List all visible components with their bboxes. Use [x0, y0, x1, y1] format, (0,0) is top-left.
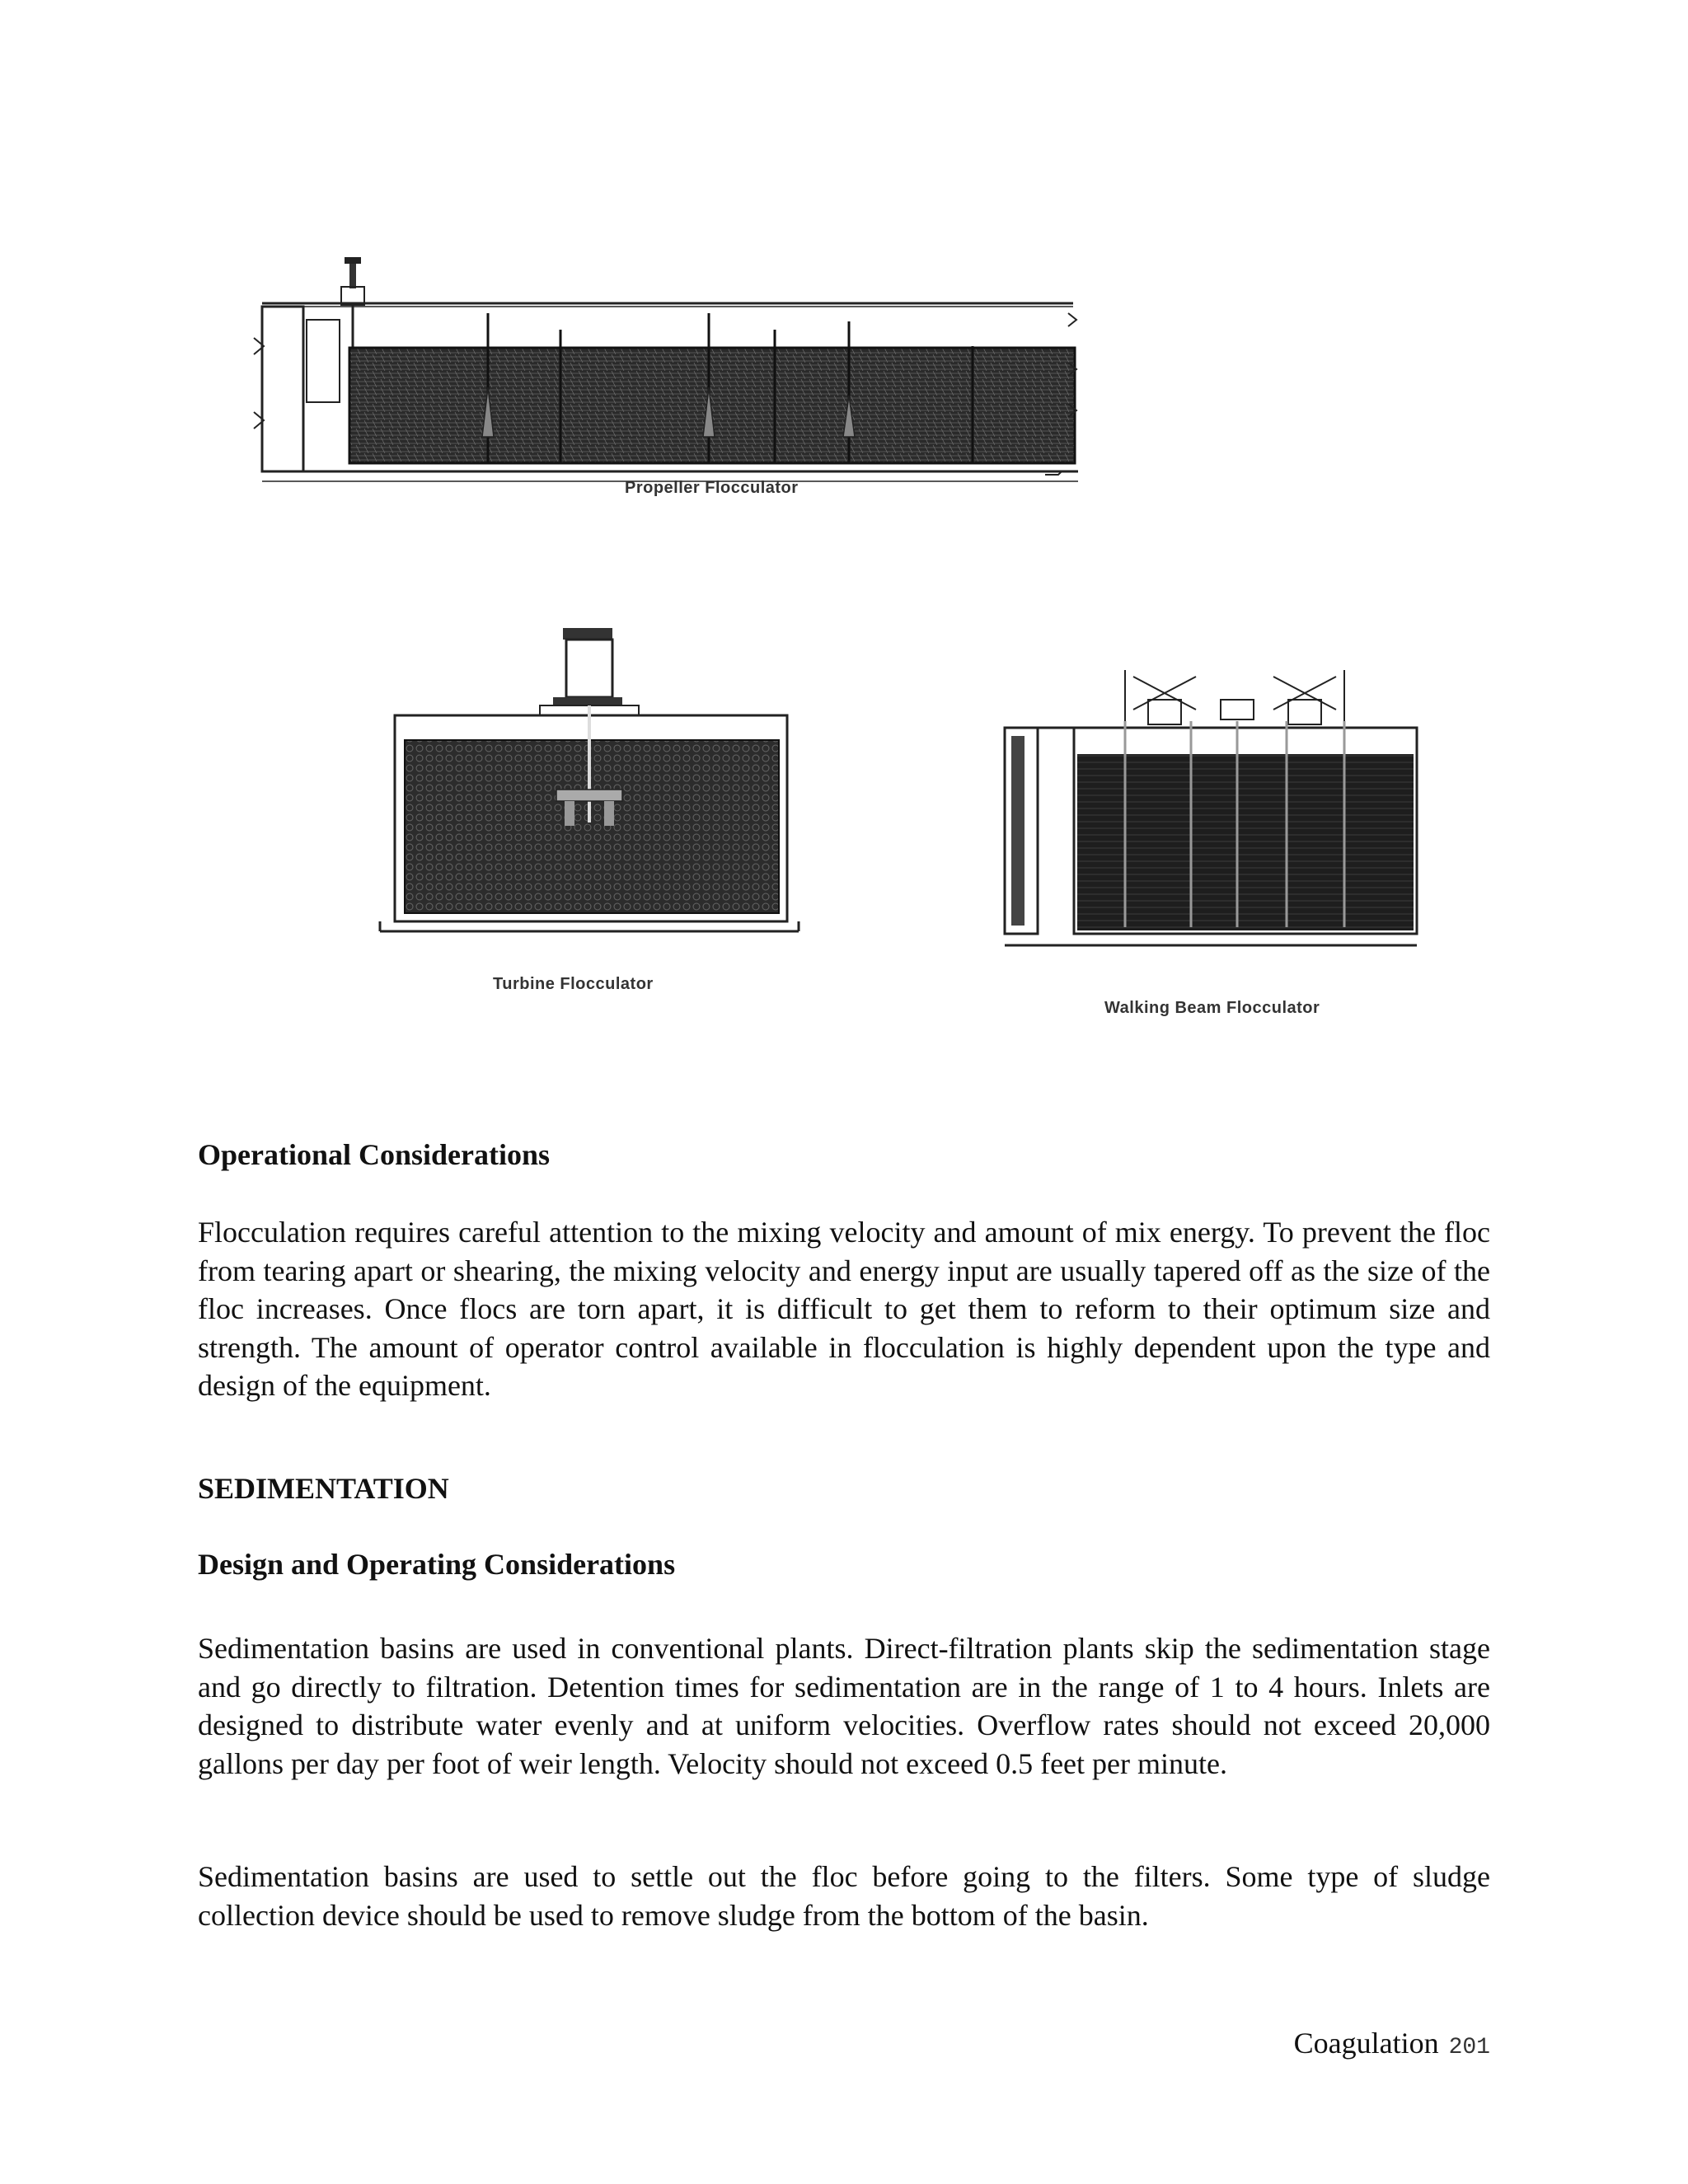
page-number: 201: [1448, 2035, 1490, 2060]
walking-beam-flocculator-figure: [1001, 647, 1430, 960]
footer-chapter: Coagulation: [1293, 2027, 1439, 2060]
page-footer: [1294, 2026, 1490, 2060]
design-operating-heading: Design and Operating Considerations: [198, 1548, 676, 1581]
operational-considerations-heading: Operational Considerations: [198, 1138, 551, 1171]
walking-beam-flocculator-drawing: [1001, 647, 1430, 960]
design-operating-paragraph-1: Sedimentation basins are used in conventional plants. Direct-filtration plants skip the sedimentation stage and go directly to filtration. Detention times for sedimentation are in the range of 1 to 4 hours. Inlets are designed to distribute water evenly and at uniform velocities. Overflow rates should not exceed 20,000 gallons per day per foot of weir length. Velocity should not exceed 0.5 feet per minute.: [198, 1632, 1490, 1780]
walking-beam-flocculator-caption: Walking Beam Flocculator: [1104, 999, 1320, 1017]
operational-considerations-paragraph: Flocculation requires careful attention to the mixing velocity and amount of mix energy. To prevent the floc from tearing apart or shearing, the mixing velocity and energy input are usually tapered off as the size of the floc increases. Once flocs are torn apart, it is difficult to get them to reform to their optimum size and strength. The amount of operator control available in flocculation is highly dependent upon the type and design of the equipment.: [198, 1216, 1490, 1402]
propeller-flocculator-drawing: [247, 247, 1104, 494]
sedimentation-heading: SEDIMENTATION: [198, 1472, 449, 1505]
turbine-flocculator-drawing: [375, 625, 804, 946]
propeller-flocculator-caption: Propeller Flocculator: [625, 479, 799, 497]
design-operating-paragraph-2: Sedimentation basins are used to settle out the floc before going to the filters. Some type of sludge collection device should be used to remove sludge from the bottom of the basin.: [198, 1860, 1490, 1932]
turbine-flocculator-caption: Turbine Flocculator: [493, 975, 654, 993]
propeller-flocculator-figure: [247, 247, 1104, 494]
turbine-flocculator-figure: [375, 625, 804, 946]
